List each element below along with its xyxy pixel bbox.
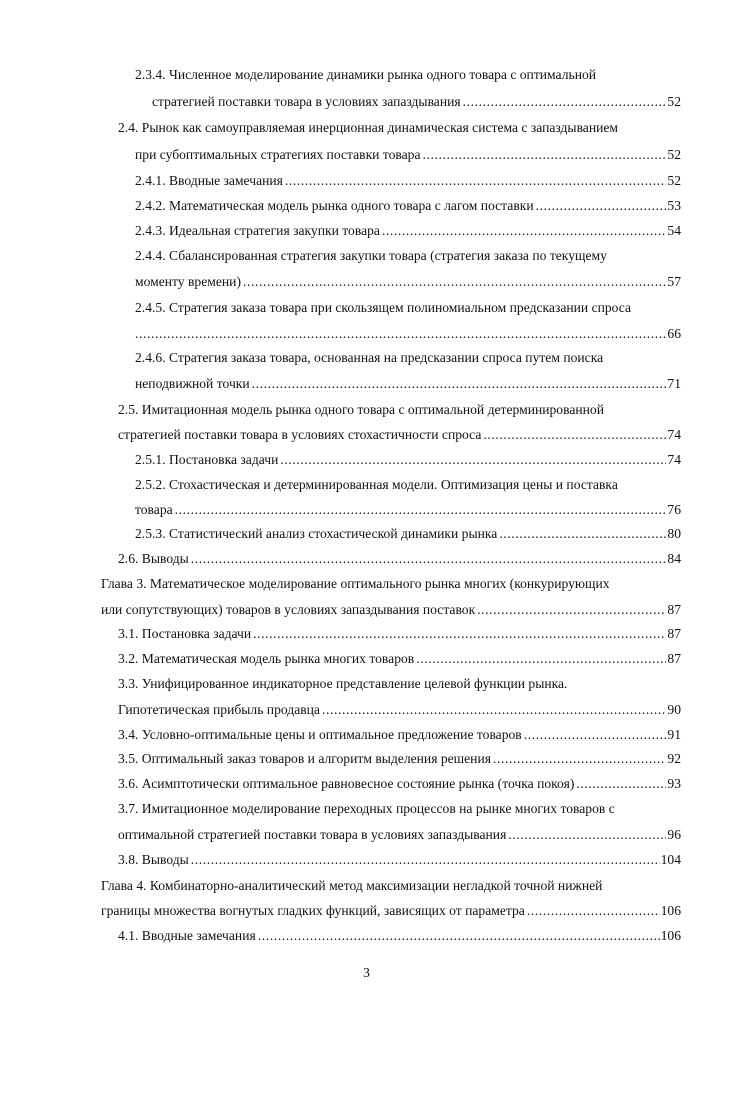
dot-leader — [576, 774, 666, 794]
dot-leader — [175, 500, 667, 520]
toc-entry-2-4-6-line1 — [135, 348, 681, 368]
dot-leader — [536, 196, 667, 216]
toc-entry-text: 3.7. Имитационное моделирование переходных процессов на рынке многих товаров с — [118, 801, 615, 816]
toc-entry-2-4-2 — [135, 196, 681, 216]
toc-entry-chapter-4-line1 — [101, 876, 681, 896]
dot-leader — [423, 145, 667, 165]
toc-entry-text: 3.2. Математическая модель рынка многих товаров — [118, 651, 415, 666]
dot-leader — [135, 324, 666, 344]
toc-entry-text: оптимальной стратегией поставки товара в условиях запаздывания — [118, 827, 507, 842]
toc-entry-text: моменту времени) — [135, 274, 241, 289]
toc-entry-text: 2.5.3. Статистический анализ стохастической динамики рынка — [135, 526, 498, 541]
toc-entry-3-7-line2 — [118, 825, 681, 845]
toc-entry-text: 2.5.2. Стохастическая и детерминированная модели. Оптимизация цены и поставка — [135, 477, 618, 492]
toc-entry-3-2 — [118, 649, 681, 669]
toc-entry-text: 3.3. Унифицированное индикаторное представление целевой функции рынка. — [118, 676, 568, 691]
toc-entry-text: неподвижной точки — [135, 376, 250, 391]
toc-entry-text: 2.6. Выводы — [118, 551, 189, 566]
dot-leader — [483, 425, 666, 445]
toc-entry-text: 3.6. Асимптотически оптимальное равновесное состояние рынка (точка покоя) — [118, 776, 575, 791]
toc-entry-text: при субоптимальных стратегиях поставки товара — [135, 147, 421, 162]
toc-entry-2-5-line1 — [118, 400, 681, 420]
toc-entry-text: 2.4.4. Сбалансированная стратегия закупки товара (стратегия заказа по текущему — [135, 248, 607, 263]
toc-entry-3-8 — [118, 850, 681, 870]
dot-leader — [258, 926, 660, 946]
toc-entry-3-3-line1 — [118, 674, 681, 694]
toc-entry-2-3-4-line2 — [152, 92, 681, 112]
toc-entry-text: 4.1. Вводные замечания — [118, 928, 256, 943]
toc-entry-text: 2.4.3. Идеальная стратегия закупки товара — [135, 223, 380, 238]
toc-entry-text: Гипотетическая прибыль продавца — [118, 702, 320, 717]
toc-entry-3-6 — [118, 774, 681, 794]
toc-entry-text: стратегией поставки товара в условиях стохастичности спроса — [118, 427, 482, 442]
toc-entry-text: 2.4.6. Стратегия заказа товара, основанная на предсказании спроса путем поиска — [135, 350, 604, 365]
toc-entry-2-4-line2 — [135, 145, 681, 165]
dot-leader — [499, 524, 666, 544]
toc-page-number: 93 — [667, 776, 681, 791]
dot-leader — [416, 649, 666, 669]
toc-page-number: 66 — [667, 326, 681, 341]
toc-page-number: 90 — [667, 702, 681, 717]
toc-page-number: 87 — [667, 626, 681, 641]
toc-page-number: 84 — [667, 551, 681, 566]
dot-leader — [252, 374, 667, 394]
toc-entry-2-4-1 — [135, 171, 681, 191]
toc-entry-2-6 — [118, 549, 681, 569]
dot-leader — [322, 700, 666, 720]
toc-entry-text: 2.3.4. Численное моделирование динамики рынка одного товара с оптимальной — [135, 67, 597, 82]
toc-page-number: 87 — [667, 602, 681, 617]
toc-entry-chapter-4-line2 — [101, 901, 681, 921]
toc-entry-text: или сопутствующих) товаров в условиях запаздывания поставок — [101, 602, 476, 617]
toc-page-number: 91 — [667, 727, 681, 742]
toc-entry-text: товара — [135, 502, 173, 517]
toc-entry-text: 2.4.1. Вводные замечания — [135, 173, 283, 188]
toc-page-number: 53 — [667, 198, 681, 213]
toc-page-number: 87 — [667, 651, 681, 666]
dot-leader — [191, 850, 660, 870]
toc-entry-text: 2.4.5. Стратегия заказа товара при скользящем полиномиальном предсказании спроса — [135, 300, 632, 315]
toc-entry-text: Глава 3. Математическое моделирование оптимального рынка многих (конкурирующих — [101, 576, 610, 591]
toc-entry-text: 3.4. Условно-оптимальные цены и оптимальное предложение товаров — [118, 727, 522, 742]
toc-page-number: 52 — [667, 173, 681, 188]
dot-leader — [508, 825, 666, 845]
toc-entry-2-5-2-line2 — [135, 500, 681, 520]
toc-entry-text: 2.5.1. Постановка задачи — [135, 452, 279, 467]
toc-page-number: 106 — [660, 903, 681, 918]
toc-entry-2-4-line1 — [118, 118, 681, 138]
toc-entry-text: 2.4. Рынок как самоуправляемая инерционная динамическая система с запаздыванием — [118, 120, 619, 135]
toc-entry-2-5-1 — [135, 450, 681, 470]
dot-leader — [285, 171, 666, 191]
toc-entry-text: границы множества вогнутых гладких функций, зависящих от параметра — [101, 903, 525, 918]
toc-entry-2-3-4-line1 — [135, 65, 681, 85]
toc-entry-4-1 — [118, 926, 681, 946]
toc-entry-2-5-3 — [135, 524, 681, 544]
toc-page-number: 80 — [667, 526, 681, 541]
toc-entry-text: 2.4.2. Математическая модель рынка одного товара с лагом поставки — [135, 198, 534, 213]
toc-entry-text: 3.8. Выводы — [118, 852, 189, 867]
toc-entry-chapter-3-line1 — [101, 574, 681, 594]
toc-page-number: 52 — [667, 147, 681, 162]
toc-entry-text: стратегией поставки товара в условиях запаздывания — [152, 94, 461, 109]
toc-page-number: 96 — [667, 827, 681, 842]
dot-leader — [463, 92, 667, 112]
toc-entry-2-4-6-line2 — [135, 374, 681, 394]
toc-page-number: 52 — [667, 94, 681, 109]
toc-entry-3-1 — [118, 624, 681, 644]
toc-entry-2-5-2-line1 — [135, 475, 681, 495]
toc-page-number: 74 — [667, 452, 681, 467]
toc-page-number: 57 — [667, 274, 681, 289]
dot-leader — [382, 221, 666, 241]
dot-leader — [524, 725, 667, 745]
toc-entry-text: 2.5. Имитационная модель рынка одного товара с оптимальной детерминированной — [118, 402, 605, 417]
toc-entry-2-4-5-line1 — [135, 298, 681, 318]
toc-page-number: 54 — [667, 223, 681, 238]
toc-page-number: 74 — [667, 427, 681, 442]
toc-entry-3-3-line2 — [118, 700, 681, 720]
dot-leader — [477, 600, 666, 620]
toc-page-number: 76 — [667, 502, 681, 517]
dot-leader — [527, 901, 660, 921]
toc-entry-3-4 — [118, 725, 681, 745]
toc-entry-text: 3.5. Оптимальный заказ товаров и алгоритм выделения решения — [118, 751, 491, 766]
dot-leader — [253, 624, 666, 644]
toc-entry-text: Глава 4. Комбинаторно-аналитический метод максимизации негладкой точной нижней — [101, 878, 603, 893]
toc-page-number: 92 — [667, 751, 681, 766]
toc-entry-text: 3.1. Постановка задачи — [118, 626, 252, 641]
dot-leader — [191, 549, 667, 569]
toc-entry-2-5-line2 — [118, 425, 681, 445]
toc-entry-2-4-4-line1 — [135, 246, 681, 266]
dot-leader — [493, 749, 666, 769]
toc-entry-2-4-3 — [135, 221, 681, 241]
toc-entry-chapter-3-line2 — [101, 600, 681, 620]
dot-leader — [280, 450, 666, 470]
toc-entry-2-4-4-line2 — [135, 272, 681, 292]
toc-entry-3-5 — [118, 749, 681, 769]
page-number: 3 — [363, 965, 370, 980]
dot-leader — [243, 272, 666, 292]
toc-entry-3-7-line1 — [118, 799, 681, 819]
toc-entry-2-4-5-line2 — [135, 324, 681, 344]
toc-page-number: 71 — [667, 376, 681, 391]
toc-page-number: 106 — [660, 928, 681, 943]
toc-page-number: 104 — [660, 852, 681, 867]
